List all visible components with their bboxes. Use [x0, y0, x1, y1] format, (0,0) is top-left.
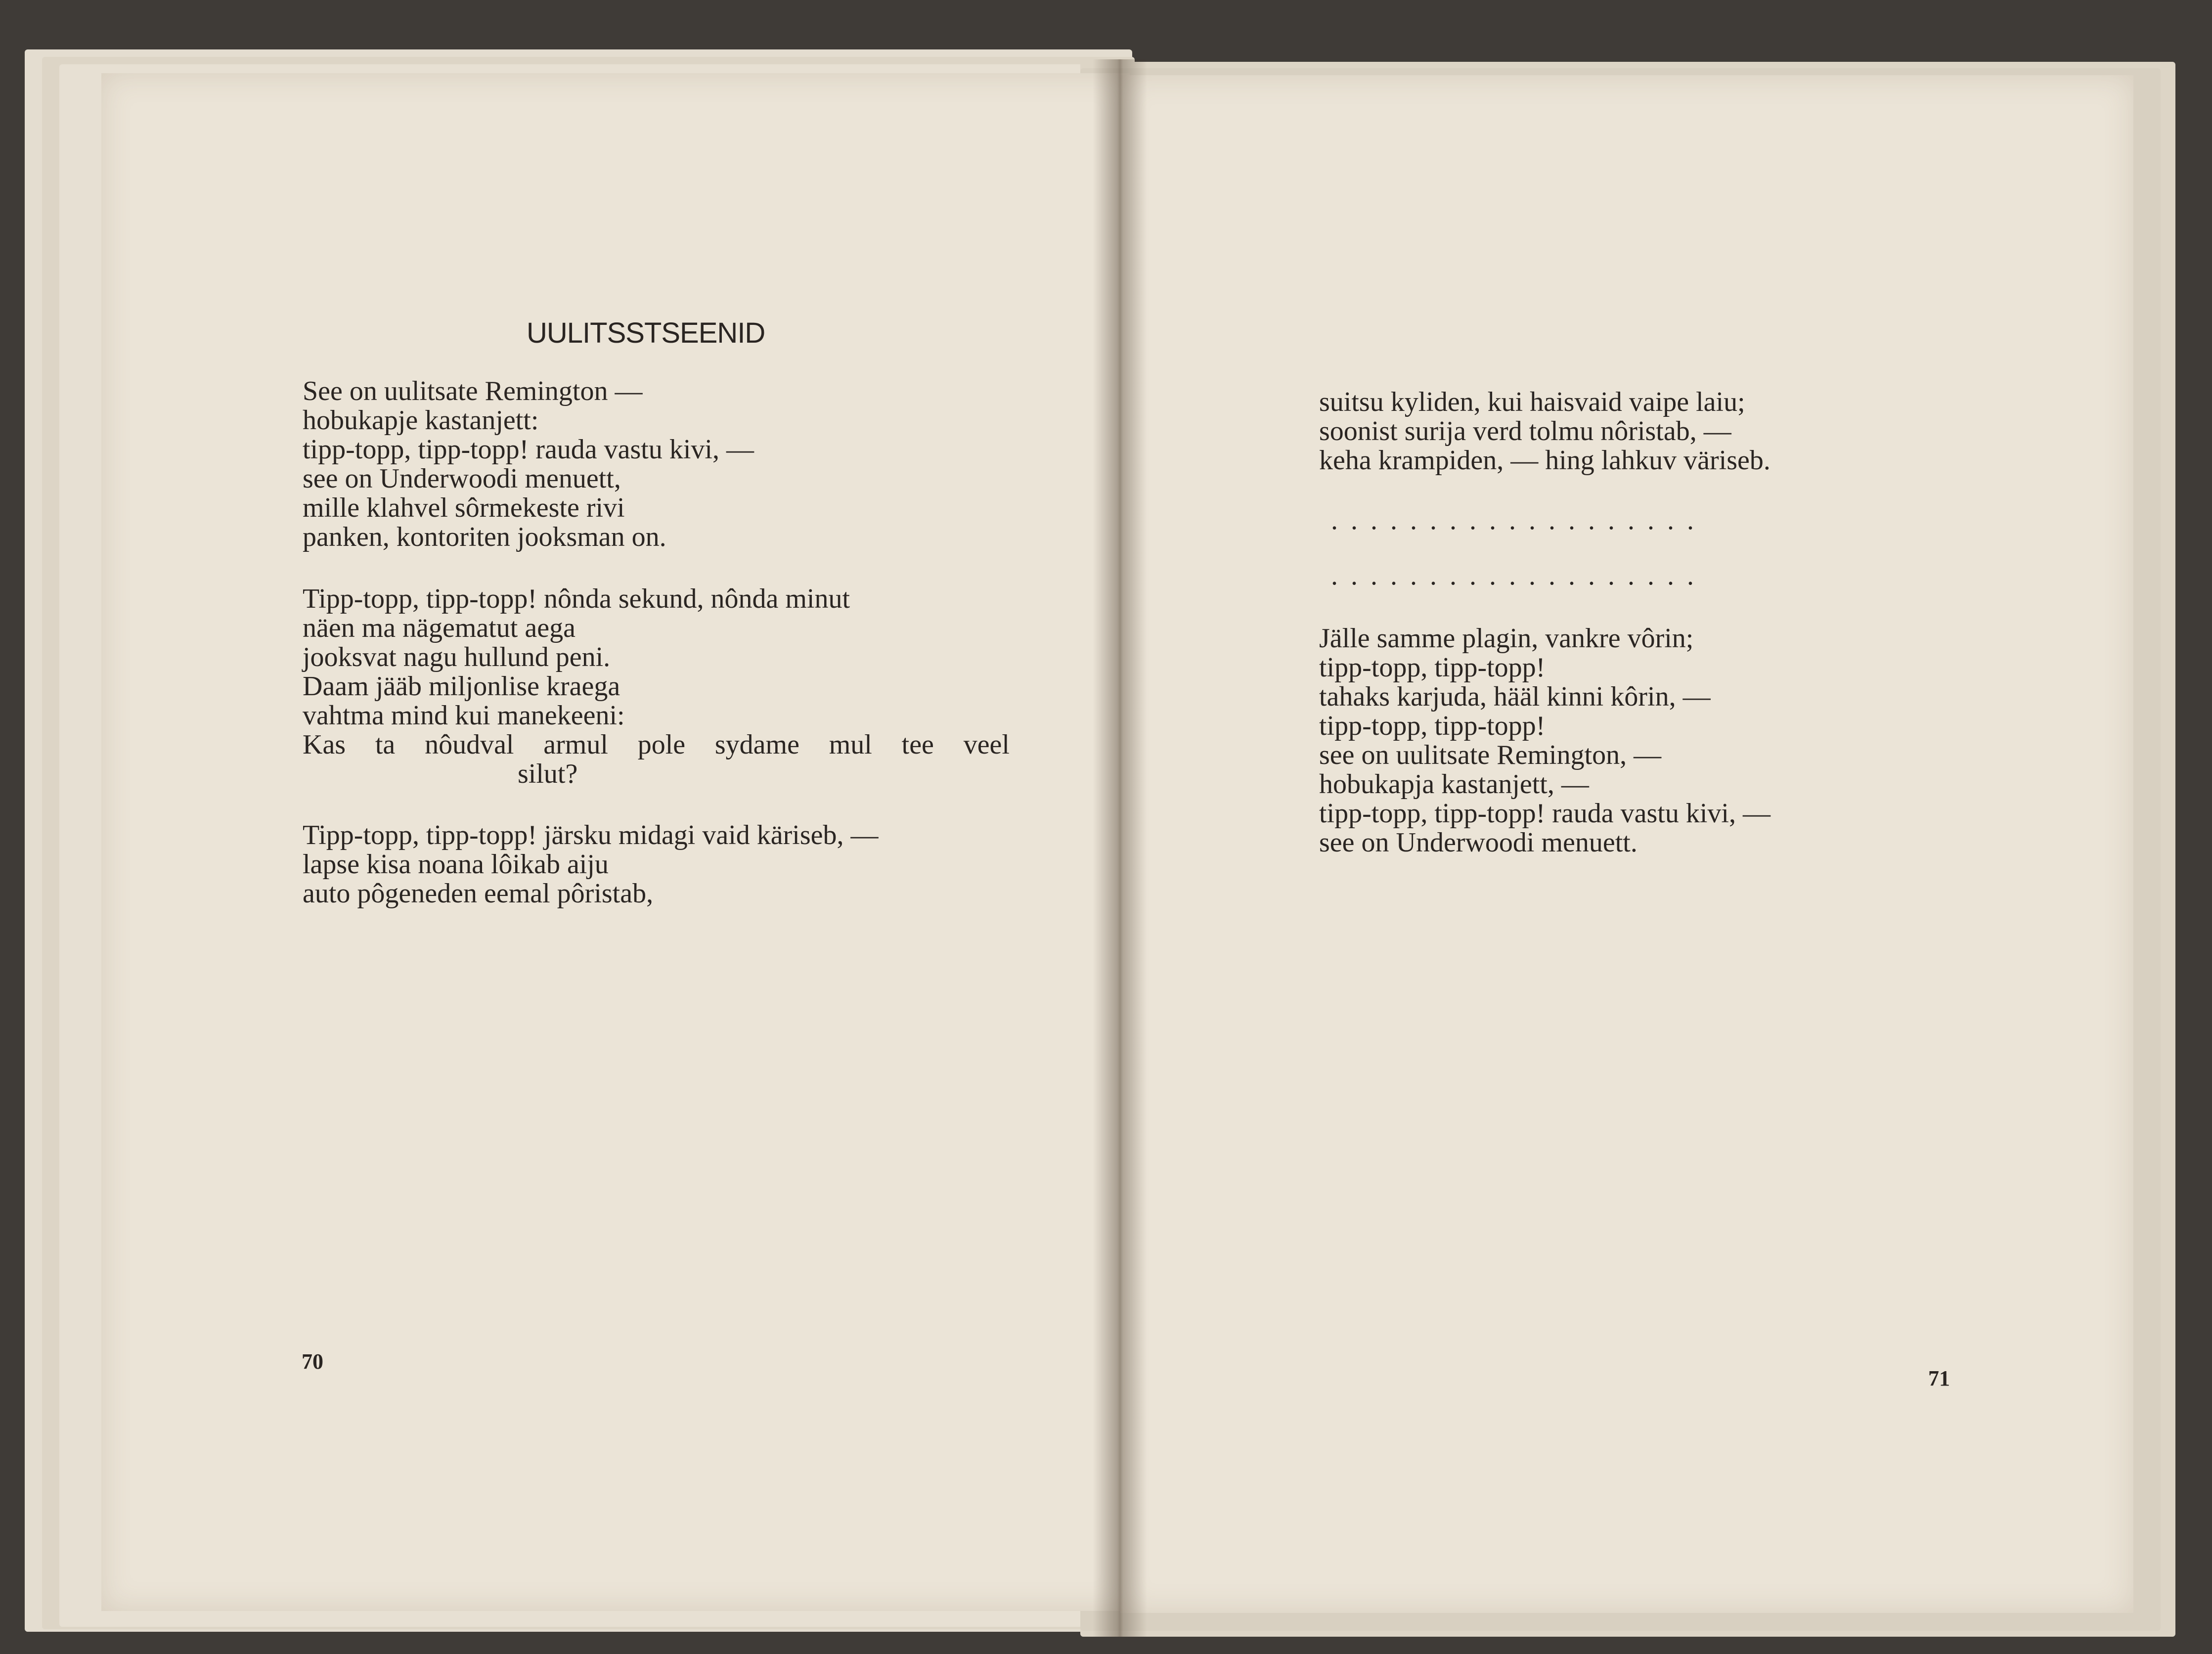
- verse-line: tipp-topp, tipp-topp! rauda vastu kivi, —: [303, 434, 754, 465]
- left-stanza-2: [303, 584, 1010, 789]
- verse-line: suitsu kyliden, kui haisvaid vaipe laiu;: [1319, 387, 1745, 417]
- verse-word: nôudval: [425, 729, 514, 760]
- verse-word: veel: [963, 729, 1010, 760]
- verse-line: Tipp-topp, tipp-topp! nônda sekund, nônda minut: [303, 583, 850, 614]
- verse-line: Tipp-topp, tipp-topp! järsku midagi vaid käriseb, —: [303, 820, 879, 850]
- verse-line: näen ma nägematut aega: [303, 613, 575, 643]
- verse-line: see on Underwoodi menuett.: [1319, 827, 1637, 858]
- verse-line: vahtma mind kui manekeeni:: [303, 700, 625, 731]
- page-number-left: 70: [302, 1349, 323, 1374]
- verse-word: tee: [901, 729, 934, 760]
- verse-line-justified: [303, 730, 1010, 760]
- left-stanza-3: [303, 821, 879, 908]
- verse-line: lapse kisa noana lôikab aiju: [303, 849, 609, 880]
- verse-word: Kas: [303, 729, 346, 760]
- verse-line: tipp-topp, tipp-topp! rauda vastu kivi, —: [1319, 798, 1770, 829]
- verse-line: tipp-topp, tipp-topp!: [1319, 652, 1546, 683]
- verse-line: hobukapje kastanjett:: [303, 405, 539, 436]
- verse-line-overflow: silut?: [518, 759, 578, 789]
- verse-line: see on uulitsate Remington, —: [1319, 740, 1662, 770]
- right-stanza-2: [1319, 624, 1770, 857]
- verse-line: Jälle samme plagin, vankre vôrin;: [1319, 623, 1694, 654]
- book-gutter: [1093, 59, 1147, 1637]
- verse-line: see on Underwoodi menuett,: [303, 463, 621, 494]
- verse-word: armul: [543, 729, 608, 760]
- ellipsis-row: ...................: [1331, 560, 1707, 591]
- verse-word: ta: [375, 729, 396, 760]
- verse-line: tahaks karjuda, hääl kinni kôrin, —: [1319, 681, 1711, 712]
- verse-line: tipp-topp, tipp-topp!: [1319, 711, 1546, 741]
- verse-word: sydame: [714, 729, 799, 760]
- left-stanza-1: [303, 377, 754, 552]
- verse-line: soonist surija verd tolmu nôristab, —: [1319, 416, 1731, 447]
- verse-line: keha krampiden, — hing lahkuv väriseb.: [1319, 445, 1770, 476]
- verse-line: panken, kontoriten jooksman on.: [303, 522, 666, 552]
- ellipsis-row: ...................: [1331, 505, 1707, 536]
- right-stanza-1: [1319, 388, 1770, 475]
- verse-word: pole: [637, 729, 686, 760]
- poem-title: UULITSSTSEENID: [527, 317, 765, 349]
- verse-line: mille klahvel sôrmekeste rivi: [303, 492, 625, 523]
- verse-line: hobukapja kastanjett, —: [1319, 769, 1589, 800]
- verse-line: auto pôgeneden eemal pôristab,: [303, 878, 654, 909]
- verse-line: jooksvat nagu hullund peni.: [303, 642, 611, 672]
- verse-word: mul: [829, 729, 872, 760]
- verse-line: Daam jääb miljonlise kraega: [303, 671, 620, 702]
- verse-line: See on uulitsate Remington —: [303, 376, 643, 406]
- page-number-right: 71: [1928, 1366, 1950, 1390]
